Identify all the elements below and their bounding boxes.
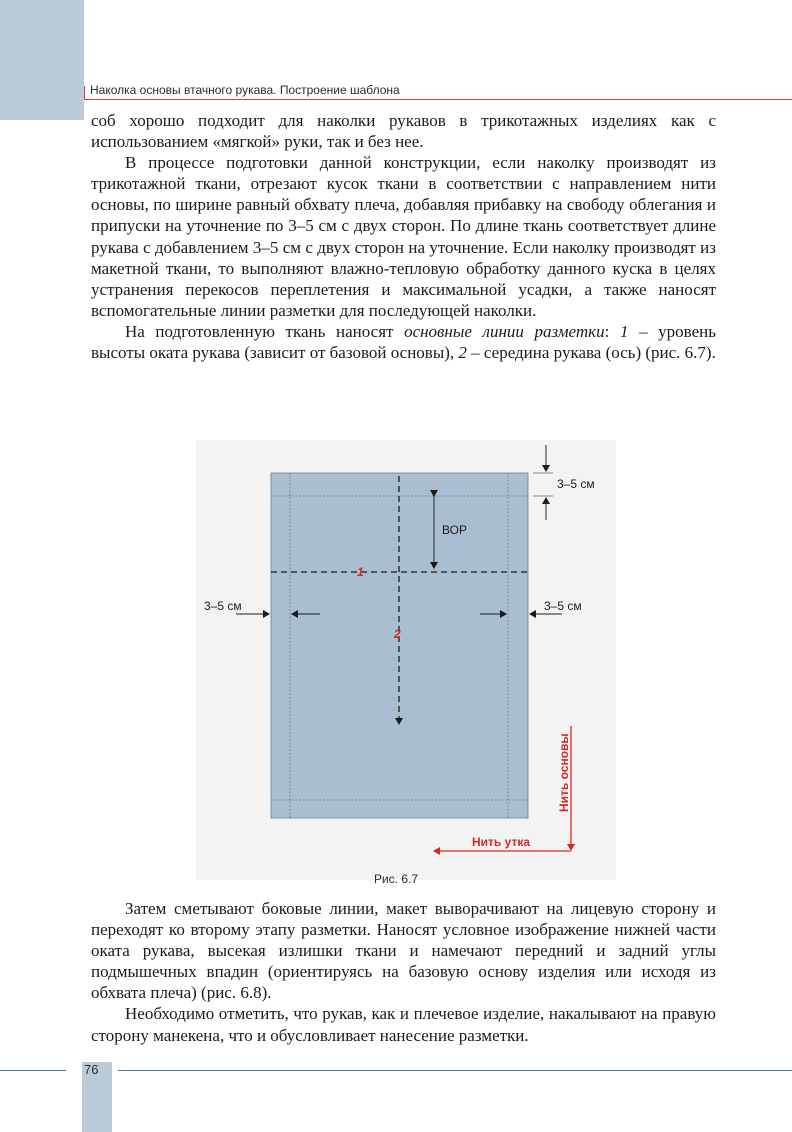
header-rule: [84, 99, 792, 100]
p3-italic-term: основные линии разметки: [404, 321, 605, 341]
header-accent-tick: [84, 86, 85, 100]
body-text-bottom: [91, 898, 716, 1046]
p3-end: – середина рукава (ось) (рис. 6.7).: [466, 343, 716, 363]
warp-label: Нить основы: [557, 733, 571, 812]
p3-mid: – уровень высоты оката рукава (зависит от базовой основы),: [91, 321, 716, 363]
figure-caption: Рис. 6.7: [373, 872, 419, 886]
paragraph-4: Затем сметывают боковые линии, макет выворачивают на лицевую сторону и переходят ко второму этапу разметки. Наносят условное изображение нижней части оката рукава, высекая излишки ткани и намечают передний и задний углы подмышечных впадин (ориентируясь на базовую основу изделия или исходя из обхвата плеча) (рис. 6.8).: [91, 899, 716, 1003]
weft-label: Нить утка: [472, 835, 531, 849]
line-1-label: 1: [357, 565, 364, 579]
paragraph-1: соб хорошо подходит для наколки рукавов в трикотажных изделиях как с использованием «мягкой» руки, так и без нее.: [91, 111, 716, 152]
fabric-piece: [271, 473, 528, 818]
figure-diagram: [196, 440, 616, 880]
left-allowance-label: 3–5 см: [204, 599, 242, 613]
vop-label: ВОР: [442, 523, 467, 537]
footer-rule-right: [118, 1070, 792, 1071]
p3-number-2: 2: [458, 343, 467, 363]
p3-number-1: 1: [619, 321, 629, 341]
body-text-top: [91, 110, 716, 363]
p3-start: На подготовленную ткань наносят: [125, 321, 405, 341]
paragraph-2: В процессе подготовки данной конструкции, если наколку производят из трикотажной ткани, отрезают кусок ткани в соответствии с направлением нити основы, по ширине равный обхвату плеча, добавляя прибавку на свободу облегания и припуски на уточнение по 3–5 см с двух сторон. По длине ткань соответствует длине рукава с добавлением 3–5 см с двух сторон на уточнение. Если наколку производят из макетной ткани, то выполняют влажно-тепловую обработку данного куска в целях устранения перекосов переплетения и максимальной усадки, а также наносят вспомогательные линии разметки для последующей наколки.: [91, 153, 716, 320]
paragraph-5: Необходимо отметить, что рукав, как и плечевое изделие, накалывают на правую сторону манекена, что и обусловливает нанесение разметки.: [91, 1004, 716, 1045]
page-number: 76: [84, 1062, 99, 1077]
paragraph-3: [91, 321, 716, 363]
header-tab-block: [0, 0, 84, 120]
figure-6-7: [196, 440, 616, 880]
footer-rule-left: [0, 1070, 66, 1071]
line-2-label: 2: [394, 627, 401, 641]
right-allowance-label: 3–5 см: [544, 599, 582, 613]
running-header: Наколка основы втачного рукава. Построение шаблона: [90, 83, 400, 97]
top-allowance-label: 3–5 см: [557, 477, 595, 491]
p3-colon: :: [604, 321, 620, 341]
